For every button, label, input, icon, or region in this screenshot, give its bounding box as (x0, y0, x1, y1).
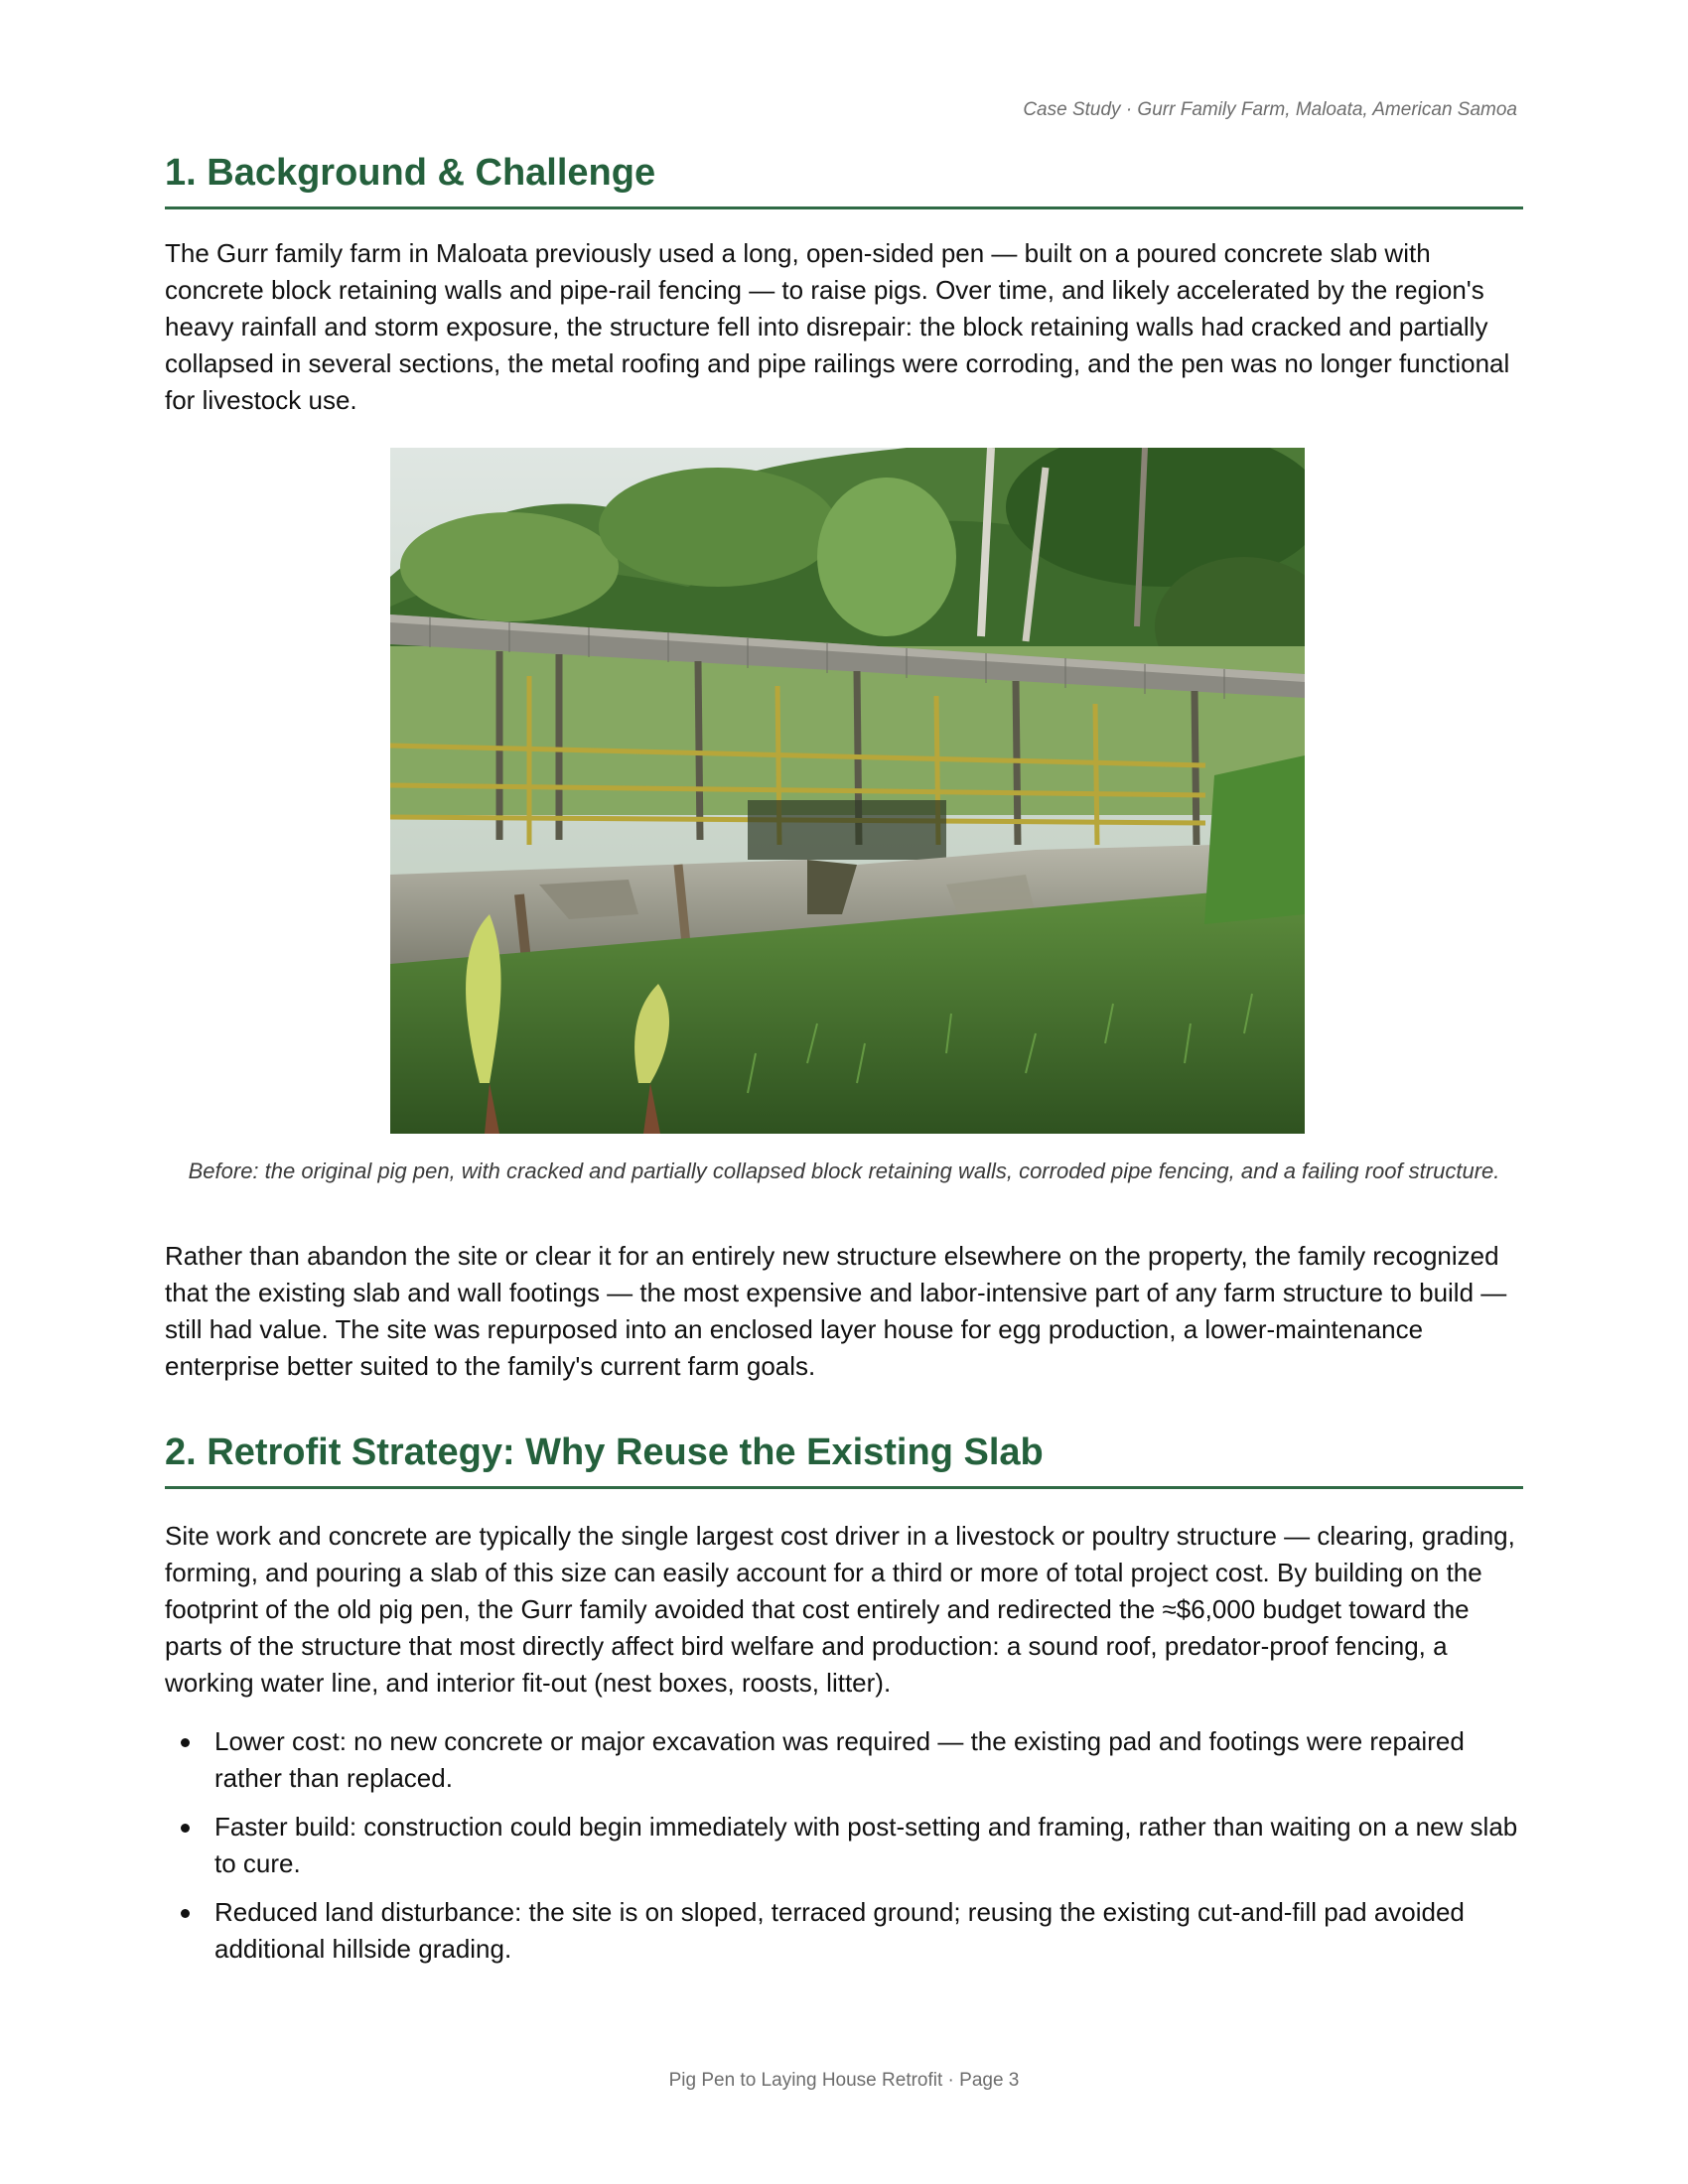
bullet-icon (181, 1909, 190, 1918)
bullet-text: Reduced land disturbance: the site is on sloped, terraced ground; reusing the existing cut-and-fill pad avoided additional hillside grading. (214, 1897, 1465, 1964)
bullet-text: Lower cost: no new concrete or major excavation was required — the existing pad and footings were repaired rather than replaced. (214, 1726, 1465, 1793)
section-2 (165, 1431, 1523, 1489)
section-1-continued (165, 1238, 1523, 1385)
background-paragraph: The Gurr family farm in Maloata previously used a long, open-sided pen — built on a poured concrete slab with concrete block retaining walls and pipe-rail fencing — to raise pigs. Over time, and likely accelerated by the region's heavy rainfall and storm exposure, the structure fell into disrepair: the block retaining walls had cracked and partially collapsed in several sections, the metal roofing and pipe railings were corroding, and the pen was no longer functional for livestock use. (165, 238, 1510, 415)
list-item (165, 1894, 1523, 1968)
bullet-icon (181, 1824, 190, 1833)
retrofit-paragraph: Site work and concrete are typically the single largest cost driver in a livestock or poultry structure — clearing, grading, forming, and pouring a slab of this size can easily account for a third or more of total project cost. By building on the footprint of the old pig pen, the Gurr family avoided that cost entirely and redirected the ≈$6,000 budget toward the parts of the structure that most directly affect bird welfare and production: a sound roof, predator-proof fencing, a working water line, and interior fit-out (nest boxes, roosts, litter). (165, 1521, 1515, 1698)
list-item (165, 1723, 1523, 1797)
repurpose-paragraph: Rather than abandon the site or clear it for an entirely new structure elsewhere on the property, the family recognized that the existing slab and wall footings — the most expensive and labor-intensive part of any farm structure to build — still had value. The site was repurposed into an enclosed layer house for egg production, a lower-maintenance enterprise better suited to the family's current farm goals. (165, 1241, 1507, 1381)
section-title-background: 1. Background & Challenge (165, 151, 1523, 209)
section-1 (165, 151, 1523, 209)
section-title-retrofit-strategy: 2. Retrofit Strategy: Why Reuse the Existing Slab (165, 1431, 1523, 1489)
page-footer: Pig Pen to Laying House Retrofit · Page 3 (668, 2070, 1020, 2091)
bullet-text: Faster build: construction could begin immediately with post-setting and framing, rather than waiting on a new slab to cure. (214, 1812, 1518, 1878)
benefits-list (165, 1723, 1523, 1979)
section-1-body (165, 235, 1523, 419)
list-item (165, 1809, 1523, 1882)
bullet-icon (181, 1738, 190, 1747)
figure-caption: Before: the original pig pen, with cracked and partially collapsed block retaining walls, corroded pipe fencing, and a failing roof structure. (188, 1159, 1500, 1183)
running-head: Case Study · Gurr Family Farm, Maloata, American Samoa (1023, 99, 1517, 120)
section-2-body (165, 1518, 1523, 1702)
pig-pen-photo (390, 448, 1305, 1134)
